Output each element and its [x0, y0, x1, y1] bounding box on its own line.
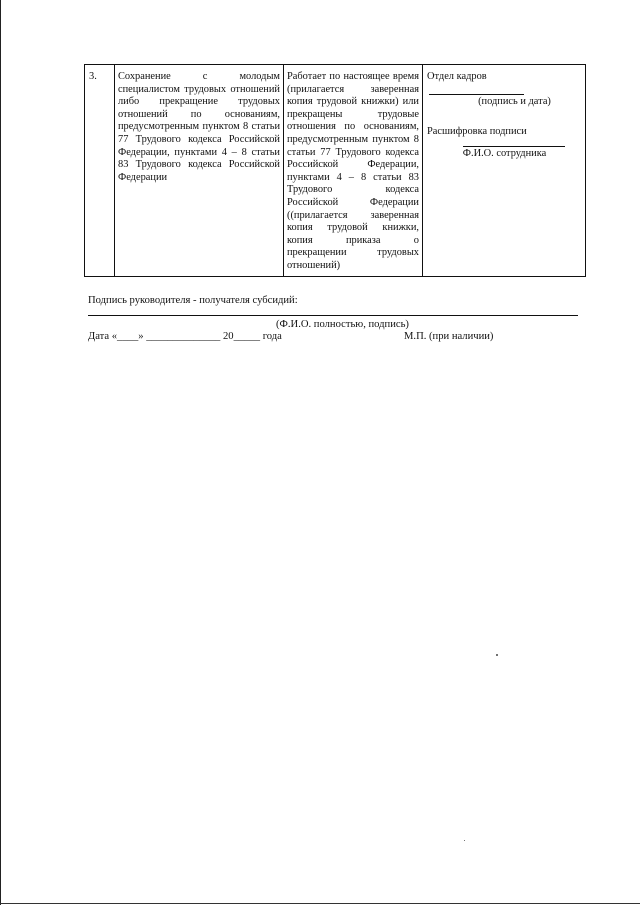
signature-date-caption: (подпись и дата)	[478, 95, 551, 107]
hr-department-label: Отдел кадров	[427, 71, 487, 82]
scan-speck	[496, 654, 498, 656]
manager-signature-title: Подпись руководителя - получателя субсидий:	[88, 295, 298, 306]
date-field: Дата «____» ______________ 20_____ года	[88, 331, 282, 342]
table-row	[85, 65, 586, 277]
stamp-note: М.П. (при наличии)	[404, 331, 494, 342]
signature-date-line	[429, 94, 524, 95]
signature-decoding-label: Расшифровка подписи	[427, 126, 527, 138]
confirmation-cell	[423, 65, 586, 277]
employee-name-line	[463, 146, 565, 147]
employee-name-caption: Ф.И.О. сотрудника	[462, 147, 547, 159]
criterion-text: Сохранение с молодым специалистом трудовых отношений либо прекращение трудовых отношений по основаниям, предусмотренным пунктом 8 статьи 77 Трудового кодекса Российской Федерации, пунктами 4 – 8 статьи 83 Трудового кодекса Российской Федерации	[115, 65, 284, 277]
row-number: 3.	[85, 65, 115, 277]
scan-left-edge	[0, 0, 1, 905]
scan-speck	[464, 840, 465, 841]
manager-signature-line	[88, 315, 578, 316]
status-text: Работает по настоящее время (прилагается заверенная копия трудовой книжки) или прекращены трудовые отношения по основаниям, предусмотренным пунктом 8 статьи 77 Трудового кодекса Российской Федерации, пунктами 4 – 8 статьи 83 Трудового кодекса Российской Федерации ((прилагается заверенная копия трудовой книжки, копия приказа о прекращении трудовых отношений)	[284, 65, 423, 277]
scan-bottom-edge	[0, 903, 640, 904]
criteria-table	[84, 64, 586, 277]
manager-signature-caption: (Ф.И.О. полностью, подпись)	[276, 319, 409, 330]
